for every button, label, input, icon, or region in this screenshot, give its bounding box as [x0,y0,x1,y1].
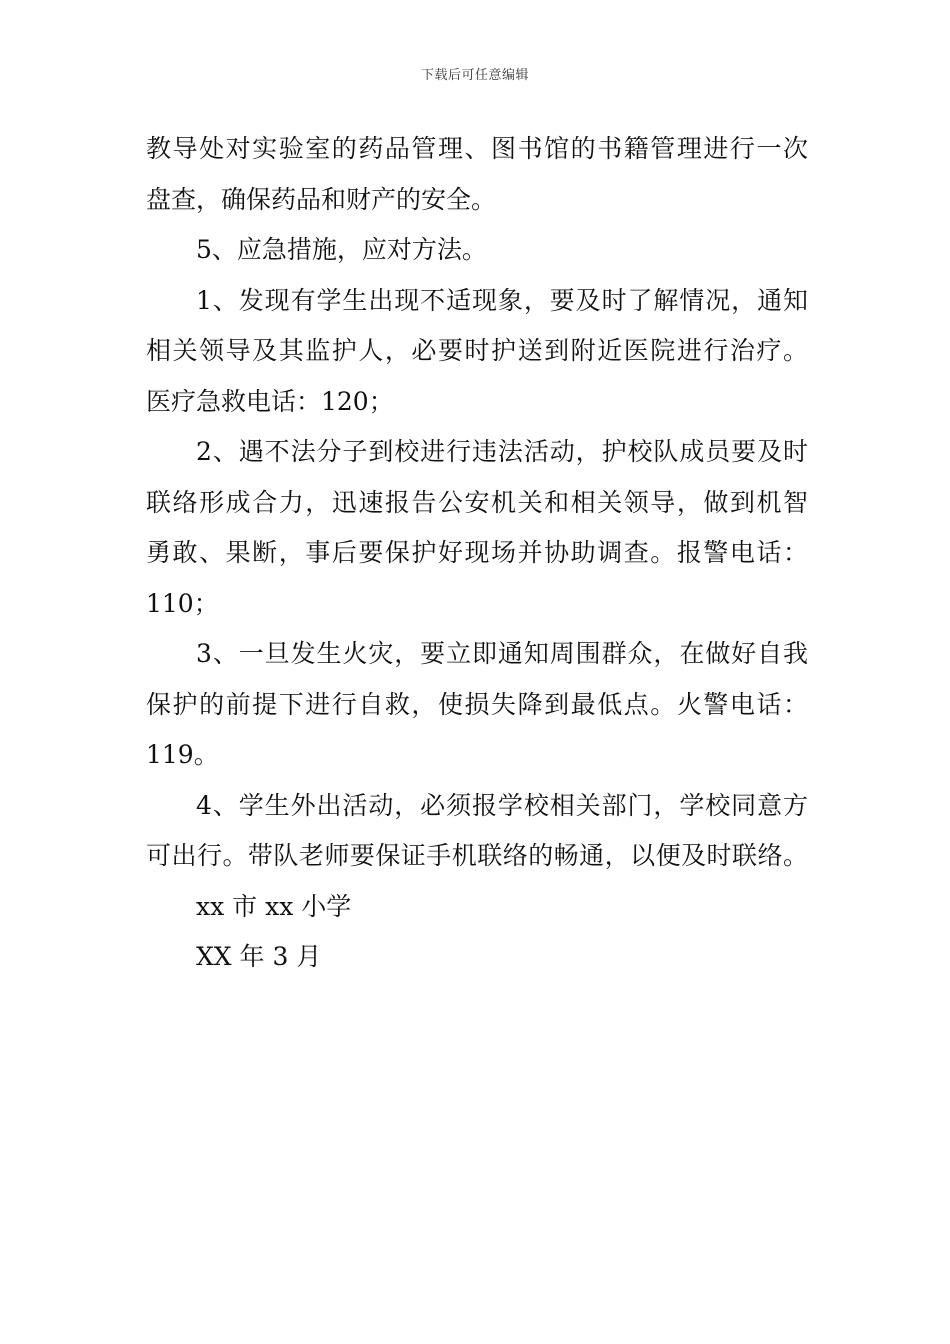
text-line: 4、学生外出活动，必须报学校相关部门，学校同意方 [196,790,808,820]
text-line: 3、一旦发生火灾，要立即通知周围群众，在做好自我 [196,639,808,668]
text-line: 医疗急救电话：120； [146,386,394,416]
document-body [146,124,808,983]
text-line: 教导处对实验室的药品管理、图书馆的书籍管理进行一次 [146,134,808,163]
text-line: 2、遇不法分子到校进行违法活动，护校队成员要及时 [196,437,808,466]
text-line: 盘查，确保药品和财产的安全。 [146,184,497,214]
section-heading: 5、应急措施，应对方法。 [196,235,487,264]
text-line: 119。 [146,740,219,769]
text-line: 联络形成合力，迅速报告公安机关和相关领导，做到机智 [146,487,808,517]
signature-date: XX 年 3 月 [196,942,322,971]
text-line: 可出行。带队老师要保证手机联络的畅通，以便及时联络。 [146,841,808,870]
text-line: 1、发现有学生出现不适现象，要及时了解情况，通知 [196,285,808,315]
page-header: 下载后可任意编辑 [420,68,529,83]
text-line: 勇敢、果断，事后要保护好现场并协助调查。报警电话： [146,538,808,567]
text-line: 保护的前提下进行自救，使损失降到最低点。火警电话： [146,689,808,719]
text-line: 相关领导及其监护人，必要时护送到附近医院进行治疗。 [146,336,808,365]
text-line: 110； [146,588,219,618]
signature-school: xx 市 xx 小学 [196,891,352,921]
